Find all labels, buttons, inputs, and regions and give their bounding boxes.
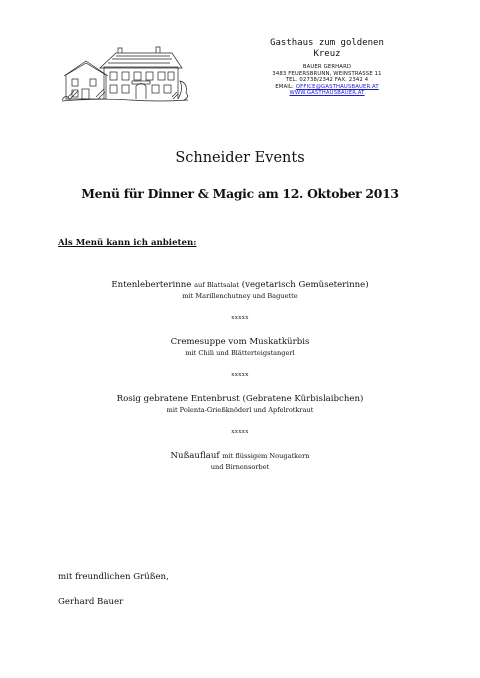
course-item [0,451,480,472]
document-title: Schneider Events [175,150,305,166]
inn-building-sketch-logo [60,45,190,107]
course-dish-name: Nußauflauf [170,451,220,461]
course-side: mit Marillenchutney und Baguette [182,292,298,300]
course-dish [0,394,480,405]
course-dish-detail: mit flüssigem Nougatkern [222,452,310,460]
course-separator: xxxxx [231,372,249,378]
email-link[interactable]: OFFICE@GASTHAUSBAUER.AT [295,83,379,90]
document-subtitle: Menü für Dinner & Magic am 12. Oktober 2013 [81,186,399,201]
course-dish-name: Rosig gebratene Entenbrust (Gebratene Kürbislaibchen) [116,394,364,404]
owner-name: BAUER GERHARD [302,64,352,70]
course-dish-alternative: (vegetarisch Gemüseterinne) [241,280,369,290]
course-separator: xxxxx [231,429,249,435]
course-side: mit Polenta-Grießknöderl und Apfelrotkraut [166,406,314,414]
email-line [250,84,404,91]
course-dish [0,280,480,291]
website-link[interactable]: WWW.GASTHAUSBAUER.AT [289,90,365,97]
inn-name [248,38,406,60]
address-line: 3483 FEUERSBRUNN, WEINSTRASSE 11 [272,70,382,77]
course-dish-name: Cremesuppe vom Muskatkürbis [170,337,310,347]
menu-intro: Als Menü kann ich anbieten: [58,238,197,248]
inn-name-line-2: Kreuz [313,49,341,59]
course-dish [0,451,480,462]
letterhead-contact [250,64,404,97]
menu-list [0,280,480,472]
course-item [0,394,480,415]
course-separator: xxxxx [231,315,249,321]
closing-greeting: mit freundlichen Grüßen, [58,572,169,582]
inn-name-line-1: Gasthaus zum goldenen [270,38,384,48]
website-line [250,90,404,97]
course-dish [0,337,480,348]
course-item [0,337,480,358]
phone-fax-line: TEL. 02738/2342 FAX. 2342 4 [285,77,369,84]
signature-name: Gerhard Bauer [58,597,124,607]
course-dish-name: Entenleberterinne [111,280,192,290]
course-item [0,280,480,301]
course-side: mit Chili und Blätterteigstangerl [185,349,295,357]
email-label: EMAIL: [275,83,294,90]
course-dish-detail: auf Blattsalat [194,281,240,289]
course-side: und Birnensorbet [210,463,270,471]
